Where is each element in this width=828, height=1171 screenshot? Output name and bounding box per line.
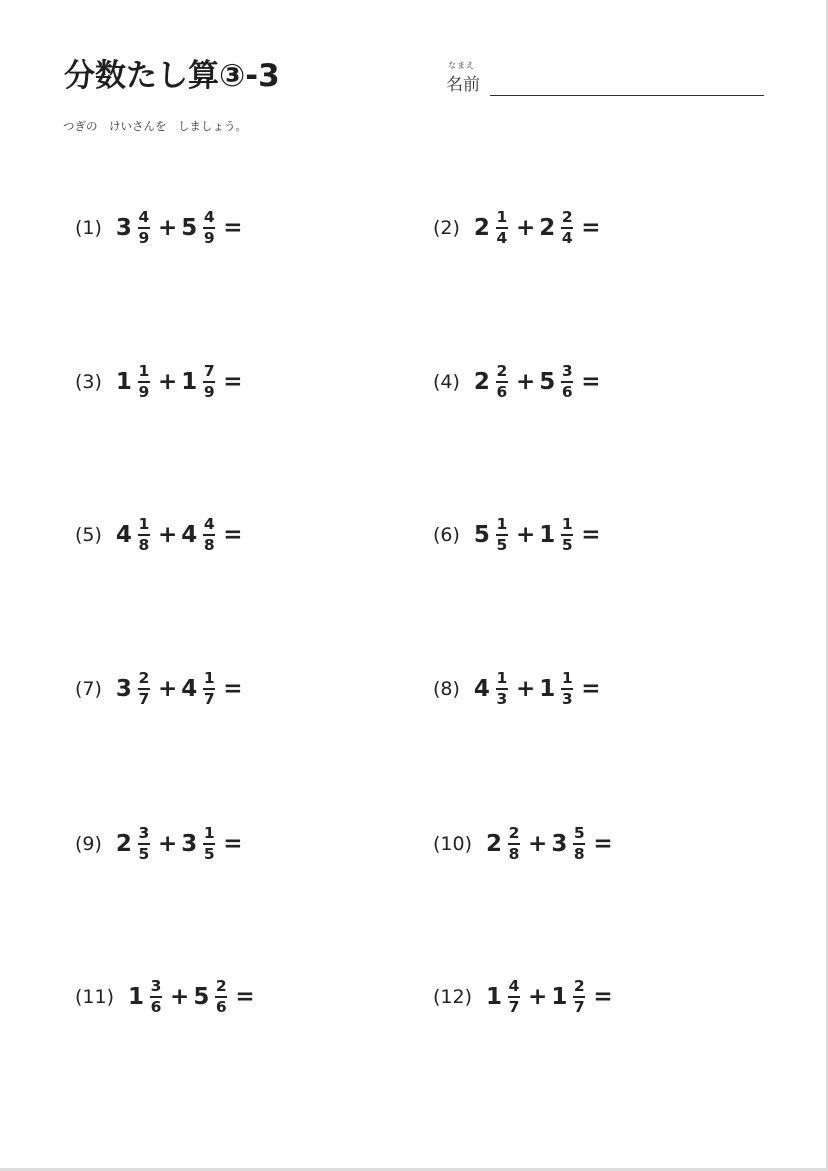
- fraction: [138, 209, 150, 247]
- fraction-denominator: 7: [573, 997, 585, 1016]
- problem-number: (6): [433, 524, 460, 546]
- whole-number: 4: [115, 522, 132, 548]
- equals-sign: =: [223, 369, 243, 395]
- equals-sign: =: [223, 676, 243, 702]
- fraction-numerator: 2: [215, 977, 227, 996]
- fraction: [573, 978, 585, 1016]
- fraction: [496, 516, 508, 554]
- fraction-denominator: 6: [150, 997, 162, 1016]
- fraction-denominator: 8: [508, 844, 520, 863]
- whole-number: 1: [539, 522, 556, 548]
- name-label: 名前: [446, 75, 480, 95]
- fraction: [496, 209, 508, 247]
- whole-number: 1: [486, 984, 503, 1010]
- fraction-denominator: 3: [496, 689, 508, 708]
- equals-sign: =: [581, 522, 601, 548]
- fraction-numerator: 7: [203, 362, 215, 381]
- fraction: [203, 670, 215, 708]
- fraction: [203, 363, 215, 401]
- problem-item: [433, 969, 613, 1025]
- equals-sign: =: [223, 522, 243, 548]
- whole-number: 2: [486, 831, 503, 857]
- whole-number: 3: [115, 215, 132, 241]
- fraction-denominator: 9: [203, 228, 215, 247]
- whole-number: 2: [539, 215, 556, 241]
- problem-number: (3): [75, 371, 102, 393]
- whole-number: 5: [181, 215, 198, 241]
- fraction: [138, 825, 150, 863]
- fraction-denominator: 5: [496, 535, 508, 554]
- fraction: [203, 516, 215, 554]
- fraction-denominator: 5: [561, 535, 573, 554]
- plus-sign: +: [157, 831, 178, 857]
- fraction: [138, 363, 150, 401]
- problem-item: [433, 354, 601, 410]
- problem-item: [75, 661, 243, 717]
- equals-sign: =: [223, 215, 243, 241]
- fraction-numerator: 3: [150, 977, 162, 996]
- whole-number: 3: [551, 831, 568, 857]
- equals-sign: =: [581, 215, 601, 241]
- whole-number: 3: [115, 676, 132, 702]
- fraction-denominator: 8: [573, 844, 585, 863]
- problem-number: (7): [75, 678, 102, 700]
- fraction: [561, 670, 573, 708]
- plus-sign: +: [528, 831, 548, 857]
- equals-sign: =: [235, 984, 255, 1010]
- fraction-denominator: 5: [138, 844, 150, 863]
- fraction-numerator: 3: [138, 824, 150, 843]
- equals-sign: =: [581, 369, 601, 395]
- fraction: [508, 978, 520, 1016]
- equals-sign: =: [593, 831, 613, 857]
- name-ruby: なまえ: [448, 61, 475, 70]
- fraction: [573, 825, 585, 863]
- problem-item: [75, 507, 243, 563]
- whole-number: 2: [115, 831, 132, 857]
- problem-item: [75, 354, 243, 410]
- fraction: [496, 670, 508, 708]
- fraction-numerator: 5: [573, 824, 585, 843]
- problem-item: [75, 816, 243, 872]
- plus-sign: +: [515, 215, 536, 241]
- whole-number: 2: [473, 215, 490, 241]
- fraction-numerator: 1: [561, 515, 573, 534]
- fraction-denominator: 6: [561, 382, 573, 401]
- fraction: [508, 825, 520, 863]
- whole-number: 1: [115, 369, 132, 395]
- fraction-numerator: 4: [203, 515, 215, 534]
- problem-item: [75, 200, 243, 256]
- fraction-denominator: 9: [203, 382, 215, 401]
- equals-sign: =: [593, 984, 613, 1010]
- worksheet-title: 分数たし算③-3: [64, 58, 280, 94]
- fraction-numerator: 3: [561, 362, 573, 381]
- problem-number: (1): [75, 217, 102, 239]
- fraction: [561, 209, 573, 247]
- plus-sign: +: [170, 984, 190, 1010]
- problem-number: (2): [433, 217, 460, 239]
- fraction: [561, 363, 573, 401]
- problem-number: (4): [433, 371, 460, 393]
- fraction-denominator: 4: [496, 228, 508, 247]
- problem-number: (12): [433, 986, 473, 1008]
- whole-number: 1: [181, 369, 198, 395]
- fraction-numerator: 2: [496, 362, 508, 381]
- fraction: [561, 516, 573, 554]
- fraction: [203, 825, 215, 863]
- fraction-numerator: 2: [508, 824, 520, 843]
- fraction-numerator: 4: [508, 977, 520, 996]
- whole-number: 1: [539, 676, 556, 702]
- fraction-denominator: 7: [138, 689, 150, 708]
- whole-number: 1: [551, 984, 568, 1010]
- problem-number: (9): [75, 833, 102, 855]
- fraction-denominator: 8: [203, 535, 215, 554]
- fraction-numerator: 1: [561, 669, 573, 688]
- fraction-denominator: 4: [561, 228, 573, 247]
- name-field-line[interactable]: [490, 95, 764, 96]
- fraction-numerator: 1: [203, 824, 215, 843]
- plus-sign: +: [515, 522, 536, 548]
- instructions: つぎの けいさんを しましょう。: [63, 119, 247, 133]
- fraction-numerator: 2: [561, 208, 573, 227]
- problem-item: [433, 507, 601, 563]
- fraction-numerator: 1: [496, 208, 508, 227]
- fraction-numerator: 2: [573, 977, 585, 996]
- fraction-numerator: 4: [203, 208, 215, 227]
- equals-sign: =: [223, 831, 243, 857]
- plus-sign: +: [157, 215, 178, 241]
- fraction: [138, 670, 150, 708]
- problem-number: (8): [433, 678, 460, 700]
- problem-item: [433, 661, 601, 717]
- fraction: [138, 516, 150, 554]
- plus-sign: +: [528, 984, 548, 1010]
- fraction-numerator: 1: [138, 515, 150, 534]
- problem-number: (10): [433, 833, 473, 855]
- fraction: [150, 978, 162, 1016]
- fraction-denominator: 9: [138, 228, 150, 247]
- fraction-numerator: 1: [496, 515, 508, 534]
- problem-number: (11): [75, 986, 115, 1008]
- whole-number: 4: [181, 522, 198, 548]
- fraction-numerator: 1: [496, 669, 508, 688]
- whole-number: 4: [473, 676, 490, 702]
- plus-sign: +: [515, 676, 536, 702]
- fraction-numerator: 1: [203, 669, 215, 688]
- fraction-numerator: 2: [138, 669, 150, 688]
- problem-item: [433, 816, 613, 872]
- fraction-denominator: 5: [203, 844, 215, 863]
- fraction-denominator: 8: [138, 535, 150, 554]
- whole-number: 5: [539, 369, 556, 395]
- plus-sign: +: [515, 369, 536, 395]
- fraction-denominator: 6: [496, 382, 508, 401]
- fraction-denominator: 3: [561, 689, 573, 708]
- problem-number: (5): [75, 524, 102, 546]
- plus-sign: +: [157, 522, 178, 548]
- fraction-denominator: 6: [215, 997, 227, 1016]
- equals-sign: =: [581, 676, 601, 702]
- whole-number: 4: [181, 676, 198, 702]
- fraction: [203, 209, 215, 247]
- problem-item: [75, 969, 255, 1025]
- fraction-denominator: 7: [203, 689, 215, 708]
- fraction-numerator: 1: [138, 362, 150, 381]
- problem-item: [433, 200, 601, 256]
- fraction-numerator: 4: [138, 208, 150, 227]
- whole-number: 5: [193, 984, 210, 1010]
- fraction-denominator: 7: [508, 997, 520, 1016]
- whole-number: 5: [473, 522, 490, 548]
- plus-sign: +: [157, 676, 178, 702]
- whole-number: 1: [128, 984, 145, 1010]
- whole-number: 3: [181, 831, 198, 857]
- fraction: [496, 363, 508, 401]
- fraction-denominator: 9: [138, 382, 150, 401]
- fraction: [215, 978, 227, 1016]
- plus-sign: +: [157, 369, 178, 395]
- whole-number: 2: [473, 369, 490, 395]
